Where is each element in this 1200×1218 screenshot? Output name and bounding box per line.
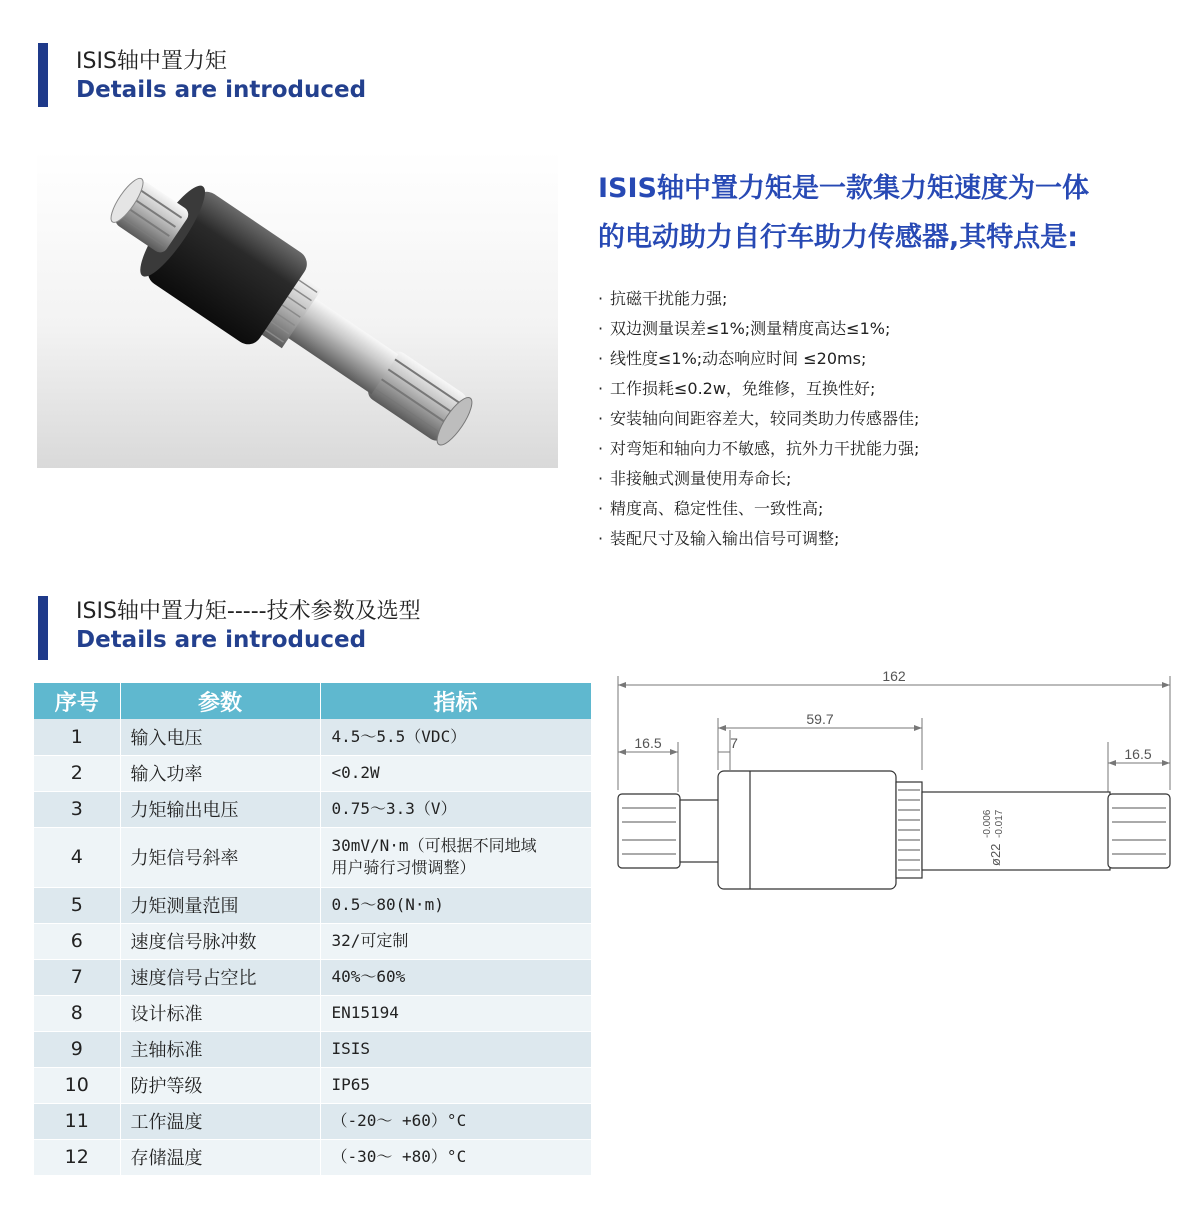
header-no: 序号 <box>34 683 120 719</box>
header-value: 指标 <box>320 683 591 719</box>
feature-text: 抗磁干扰能力强; <box>610 289 728 308</box>
cell-no: 6 <box>34 923 120 959</box>
dim-diameter: ø22 <box>988 843 1003 866</box>
section-title: ISIS轴中置力矩-----技术参数及选型 <box>76 599 421 624</box>
dim-tol-lower: -0.017 <box>994 809 1005 838</box>
dim-tol-upper: -0.006 <box>982 809 993 838</box>
table-row <box>34 1103 591 1139</box>
cell-param: 防护等级 <box>120 1067 320 1103</box>
intro-headline-line1: ISIS轴中置力矩是一款集力矩速度为一体 <box>598 173 1089 204</box>
feature-text: 双边测量误差≤1%;测量精度高达≤1%; <box>610 319 891 338</box>
cell-value: 0.75～3.3（V） <box>320 791 591 827</box>
spec-table <box>34 683 592 1176</box>
feature-item <box>598 284 919 314</box>
bullet: · <box>598 409 604 428</box>
feature-item <box>598 434 919 464</box>
feature-item <box>598 314 919 344</box>
cell-param: 存储温度 <box>120 1139 320 1175</box>
feature-text: 对弯矩和轴向力不敏感，抗外力干扰能力强; <box>610 439 920 458</box>
cell-value: （-20～ +60）°C <box>320 1103 591 1139</box>
cell-no: 2 <box>34 755 120 791</box>
dim-left-spline: 16.5 <box>634 735 662 751</box>
dimension-drawing <box>600 660 1190 900</box>
cell-no: 9 <box>34 1031 120 1067</box>
cell-param: 主轴标准 <box>120 1031 320 1067</box>
feature-text: 精度高、稳定性佳、一致性高; <box>610 499 824 518</box>
feature-item <box>598 404 919 434</box>
section-subtitle: Details are introduced <box>76 77 367 103</box>
feature-text: 装配尺寸及输入输出信号可调整; <box>610 529 840 548</box>
cell-value: 0.5～80(N·m) <box>320 887 591 923</box>
feature-item <box>598 374 919 404</box>
table-row <box>34 827 591 887</box>
cell-param: 输入电压 <box>120 719 320 755</box>
cell-value: 32/可定制 <box>320 923 591 959</box>
dim-flange: 7 <box>730 735 738 751</box>
cell-no: 1 <box>34 719 120 755</box>
section-title: ISIS轴中置力矩 <box>76 49 227 74</box>
bullet: · <box>598 319 604 338</box>
bullet: · <box>598 349 604 368</box>
cell-param: 速度信号脉冲数 <box>120 923 320 959</box>
product-photo <box>37 150 558 468</box>
feature-item <box>598 494 919 524</box>
bullet: · <box>598 499 604 518</box>
feature-text: 安装轴向间距容差大，较同类助力传感器佳; <box>610 409 920 428</box>
cell-param: 力矩信号斜率 <box>120 827 320 887</box>
feature-list <box>598 284 919 554</box>
cell-no: 5 <box>34 887 120 923</box>
cell-value: EN15194 <box>320 995 591 1031</box>
feature-item <box>598 524 919 554</box>
cell-no: 4 <box>34 827 120 887</box>
cell-param: 力矩测量范围 <box>120 887 320 923</box>
dim-overall: 162 <box>882 668 906 684</box>
feature-item <box>598 464 919 494</box>
cell-param: 力矩输出电压 <box>120 791 320 827</box>
cell-value: （-30～ +80）°C <box>320 1139 591 1175</box>
bullet: · <box>598 379 604 398</box>
table-row <box>34 995 591 1031</box>
table-row <box>34 1067 591 1103</box>
bullet: · <box>598 469 604 488</box>
table-row <box>34 887 591 923</box>
table-row <box>34 1139 591 1175</box>
table-row <box>34 959 591 995</box>
dim-right-spline: 16.5 <box>1124 746 1152 762</box>
cell-no: 7 <box>34 959 120 995</box>
section-bar <box>38 43 48 107</box>
cell-param: 速度信号占空比 <box>120 959 320 995</box>
intro-headline-line2: 的电动助力自行车助力传感器,其特点是: <box>598 222 1079 253</box>
cell-value: 30mV/N·m（可根据不同地域 用户骑行习惯调整） <box>320 827 591 887</box>
bullet: · <box>598 529 604 548</box>
cell-no: 11 <box>34 1103 120 1139</box>
cell-no: 3 <box>34 791 120 827</box>
cell-param: 工作温度 <box>120 1103 320 1139</box>
cell-value: 40%～60% <box>320 959 591 995</box>
dim-body: 59.7 <box>806 711 834 727</box>
cell-value: 4.5～5.5（VDC） <box>320 719 591 755</box>
cell-no: 10 <box>34 1067 120 1103</box>
feature-text: 线性度≤1%;动态响应时间 ≤20ms; <box>610 349 867 368</box>
table-row <box>34 1031 591 1067</box>
bullet: · <box>598 439 604 458</box>
cell-value: IP65 <box>320 1067 591 1103</box>
bullet: · <box>598 289 604 308</box>
feature-text: 工作损耗≤0.2w，免维修，互换性好; <box>610 379 876 398</box>
feature-text: 非接触式测量使用寿命长; <box>610 469 792 488</box>
feature-item <box>598 344 919 374</box>
table-row <box>34 719 591 755</box>
section-subtitle: Details are introduced <box>76 627 367 653</box>
cell-no: 12 <box>34 1139 120 1175</box>
table-row <box>34 755 591 791</box>
cell-value: ISIS <box>320 1031 591 1067</box>
cell-value: <0.2W <box>320 755 591 791</box>
cell-param: 设计标准 <box>120 995 320 1031</box>
table-row <box>34 791 591 827</box>
header-param: 参数 <box>120 683 320 719</box>
cell-no: 8 <box>34 995 120 1031</box>
cell-param: 输入功率 <box>120 755 320 791</box>
table-row <box>34 923 591 959</box>
section-bar <box>38 596 48 660</box>
table-header-row <box>34 683 591 719</box>
